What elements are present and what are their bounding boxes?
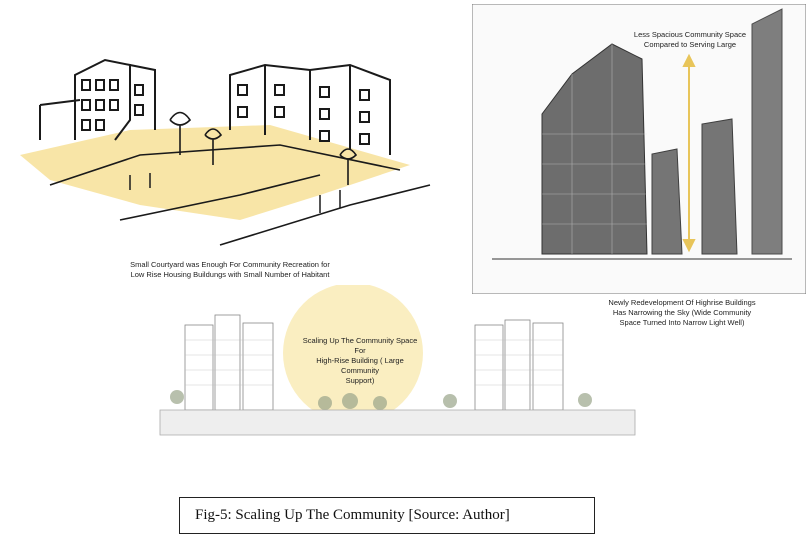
left-building	[40, 60, 155, 140]
low-rise-caption: Small Courtyard was Enough For Community Recreation for Low Rise Housing Buildungs with Small Number of Habitant	[130, 260, 330, 279]
section-caption: Scaling Up The Community Space For High-Rise Building ( Large Community Support)	[302, 336, 418, 385]
light-well-top-caption: Less Spacious Community Space Compared to Serving Large	[633, 30, 747, 49]
section-ground	[160, 410, 635, 435]
light-well-bottom-caption: Newly Redevelopment Of Highrise Buildings Has Narrowing the Sky (Wide Community Space Turned Into Narrow Light Well)	[608, 298, 756, 327]
low-rise-courtyard-sketch	[20, 45, 460, 270]
figure-caption: Fig-5: Scaling Up The Community [Source: Author]	[179, 497, 595, 534]
